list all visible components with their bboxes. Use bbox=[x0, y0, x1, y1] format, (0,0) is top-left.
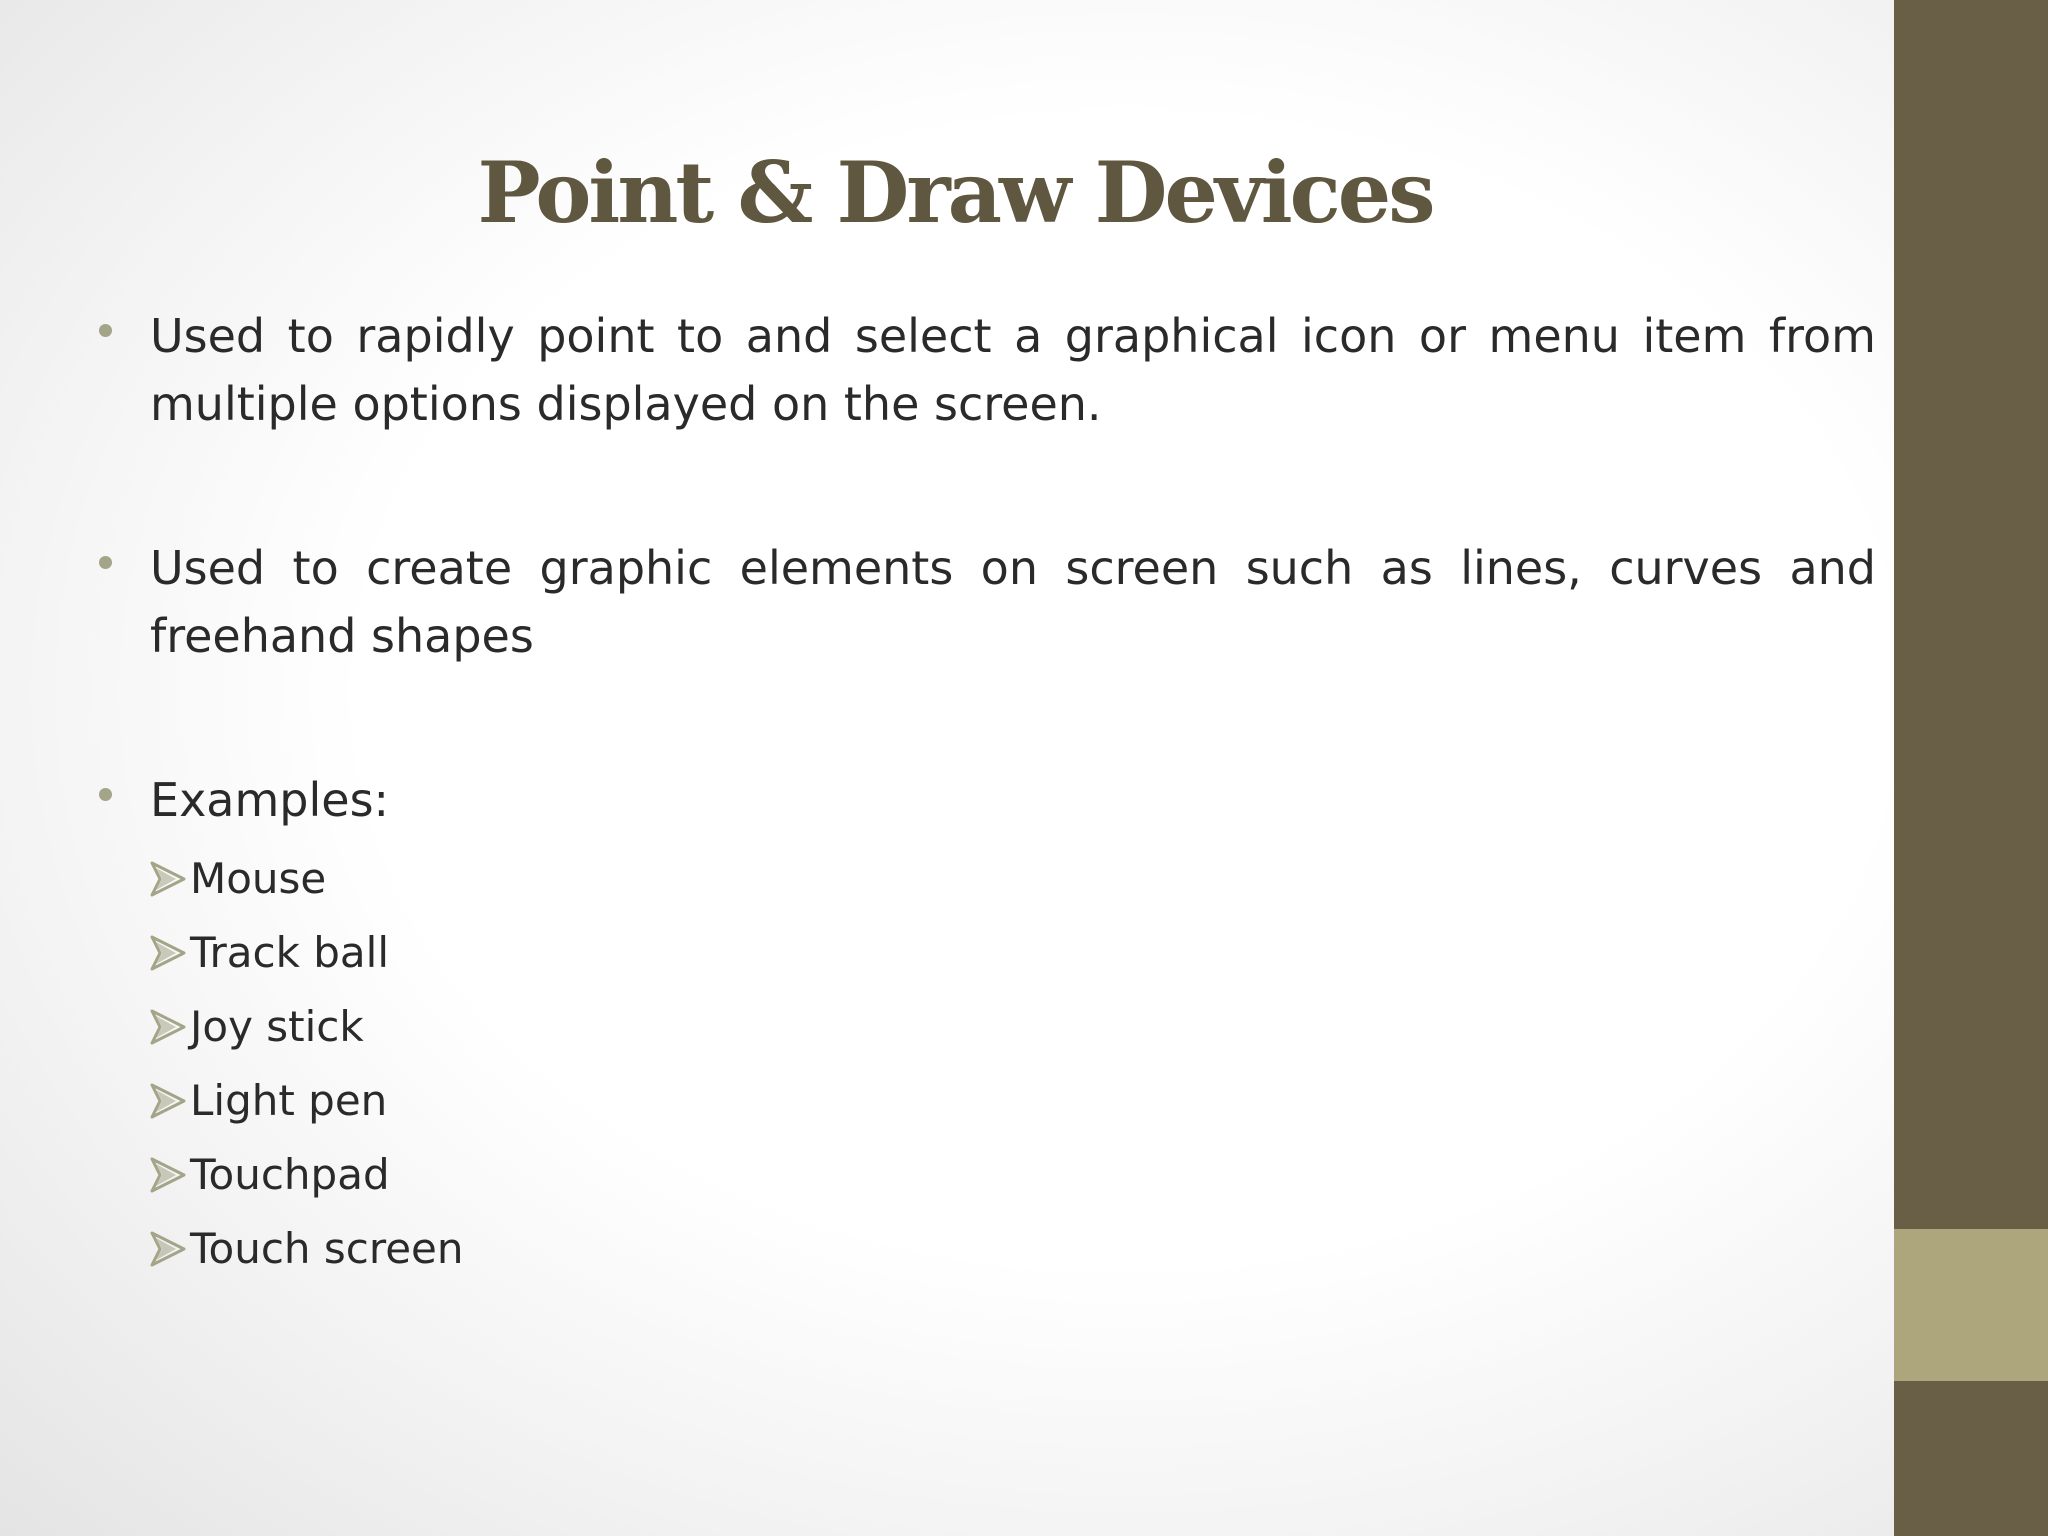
list-item bbox=[150, 1212, 1876, 1286]
list-item-label: Track ball bbox=[190, 928, 389, 977]
list-item-label: Joy stick bbox=[190, 1002, 364, 1051]
list-item bbox=[150, 990, 1876, 1064]
arrowhead-bullet-icon bbox=[150, 1229, 186, 1269]
list-item bbox=[150, 1138, 1876, 1212]
slide-title: Point & Draw Devices bbox=[477, 143, 1433, 242]
bullet-text: Used to rapidly point to and select a graphical icon or menu item from multiple options displayed on the screen. bbox=[150, 309, 1876, 431]
arrowhead-bullet-icon bbox=[150, 1155, 186, 1195]
list-item-label: Light pen bbox=[190, 1076, 388, 1125]
list-item bbox=[150, 1064, 1876, 1138]
list-item-label: Touchpad bbox=[190, 1150, 390, 1199]
dot-bullet-icon bbox=[99, 788, 112, 801]
decorative-side-accent bbox=[1894, 1229, 2048, 1381]
bullet-item bbox=[96, 534, 1876, 670]
arrowhead-bullet-icon bbox=[150, 1081, 186, 1121]
dot-bullet-icon bbox=[99, 324, 112, 337]
arrowhead-bullet-icon bbox=[150, 859, 186, 899]
dot-bullet-icon bbox=[99, 556, 112, 569]
arrowhead-bullet-icon bbox=[150, 1007, 186, 1047]
list-item bbox=[150, 916, 1876, 990]
bullet-item bbox=[96, 766, 1876, 834]
list-item-label: Mouse bbox=[190, 854, 327, 903]
bullet-text: Examples: bbox=[150, 773, 390, 827]
list-item bbox=[150, 842, 1876, 916]
bullet-text: Used to create graphic elements on screen such as lines, curves and freehand shapes bbox=[150, 541, 1876, 663]
list-item-label: Touch screen bbox=[190, 1224, 464, 1273]
arrowhead-bullet-icon bbox=[150, 933, 186, 973]
slide-content bbox=[96, 302, 1876, 1286]
bullet-item bbox=[96, 302, 1876, 438]
examples-list bbox=[96, 842, 1876, 1286]
